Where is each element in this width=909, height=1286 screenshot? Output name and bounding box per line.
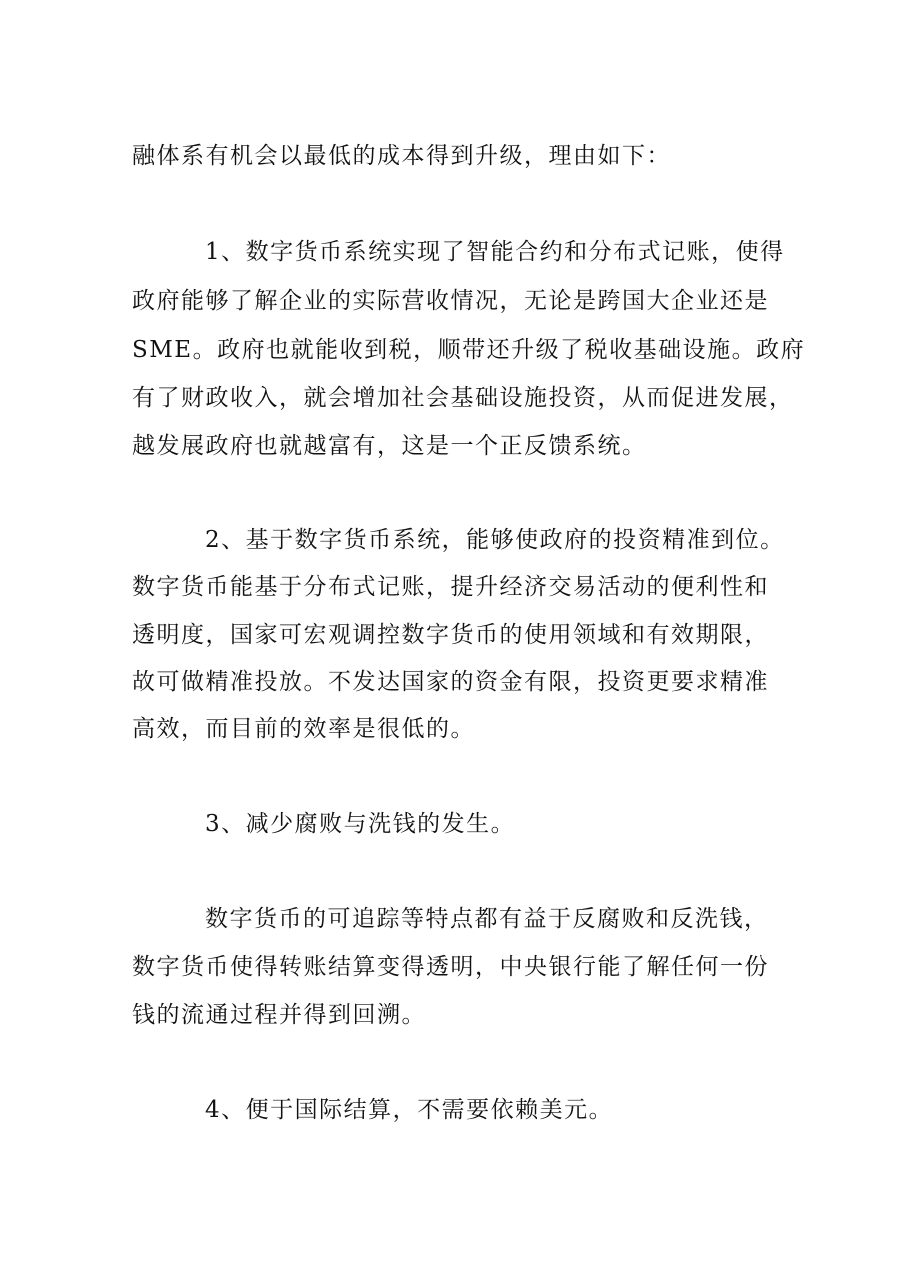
point-2-line-2: 数字货币能基于分布式记账，提升经济交易活动的便利性和: [132, 574, 769, 600]
point-2-line-1: 2、基于数字货币系统，能够使政府的投资精准到位。: [205, 527, 785, 553]
point-3-line-1: 数字货币的可追踪等特点都有益于反腐败和反洗钱，: [205, 906, 769, 932]
point-1-line-4: 有了财政收入，就会增加社会基础设施投资，从而促进发展，: [132, 385, 794, 411]
point-4-heading: 4、便于国际结算，不需要依赖美元。: [205, 1097, 614, 1123]
point-1-line-2: 政府能够了解企业的实际营收情况，无论是跨国大企业还是: [132, 288, 769, 314]
point-2-line-4: 故可做精准投放。不发达国家的资金有限，投资更要求精准: [132, 669, 769, 695]
point-1-line-1: 1、数字货币系统实现了智能合约和分布式记账，使得: [205, 239, 785, 265]
point-2-line-5: 高效，而目前的效率是很低的。: [132, 716, 475, 742]
point-3-heading: 3、减少腐败与洗钱的发生。: [205, 811, 516, 837]
point-2-line-3: 透明度，国家可宏观调控数字货币的使用领域和有效期限，: [132, 622, 769, 648]
point-3-line-3: 钱的流通过程并得到回溯。: [132, 1002, 426, 1028]
intro-text-line: 融体系有机会以最低的成本得到升级，理由如下：: [132, 143, 671, 169]
point-1-line-3: SME。政府也就能收到税，顺带还升级了税收基础设施。政府: [132, 337, 806, 363]
point-1-line-5: 越发展政府也就越富有，这是一个正反馈系统。: [132, 433, 647, 459]
point-3-line-2: 数字货币使得转账结算变得透明，中央银行能了解任何一份: [132, 954, 769, 980]
